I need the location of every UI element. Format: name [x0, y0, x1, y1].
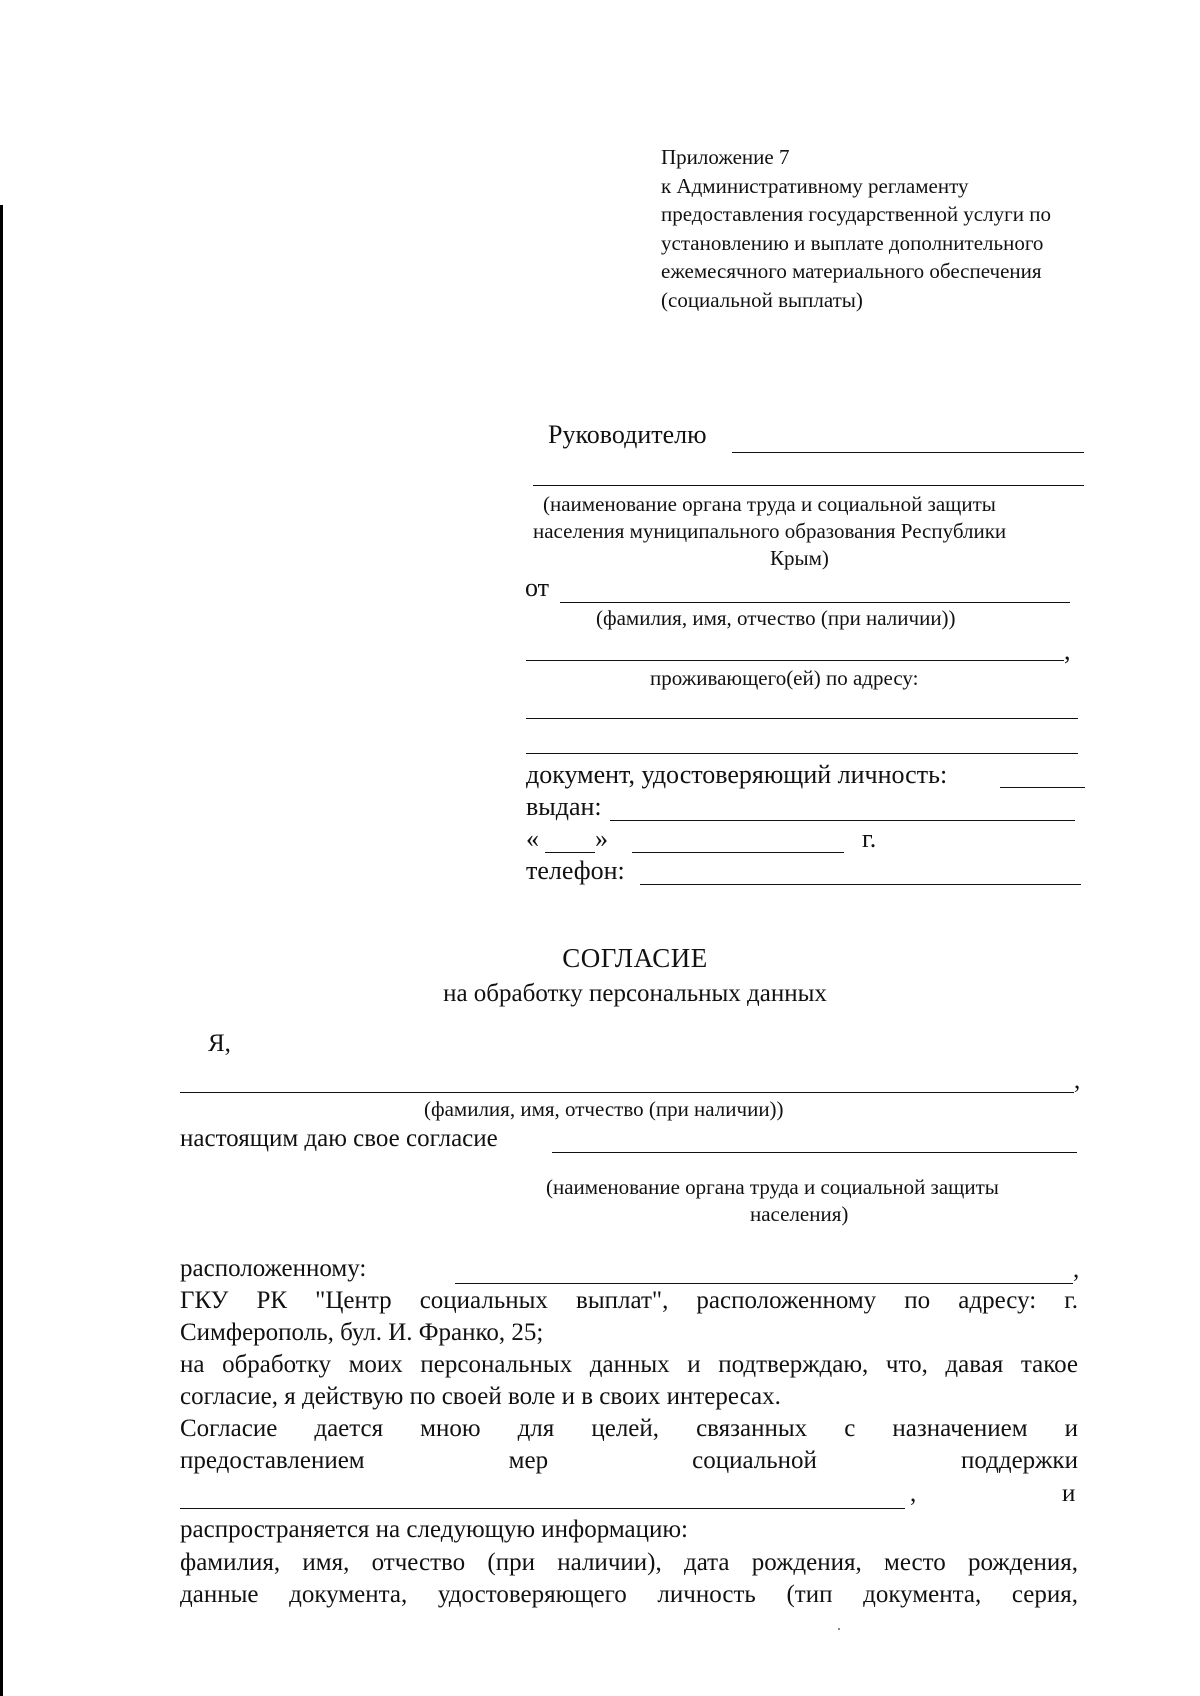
processing-line: согласие, я действую по своей воле и в своих интересах. [180, 1383, 781, 1410]
scan-speck [838, 1628, 840, 1630]
i-label: Я, [208, 1030, 231, 1057]
info-line: данные документа, удостоверяющего личность (тип документа, серия, [180, 1581, 1078, 1608]
address-field-2[interactable] [526, 753, 1078, 754]
appendix-line: установлению и выплате дополнительного [661, 230, 1044, 255]
appendix-line: Приложение 7 [661, 145, 790, 169]
located-address-field[interactable] [455, 1283, 1073, 1284]
from-label: от [525, 573, 550, 602]
date-day-field[interactable] [545, 852, 595, 853]
located-label: расположенному: [180, 1255, 367, 1282]
phone-field[interactable] [640, 884, 1081, 885]
fio-note: (фамилия, имя, отчество (при наличии)) [596, 606, 956, 630]
comma: , [1074, 1067, 1081, 1094]
document-title: СОГЛАСИЕ [562, 943, 708, 973]
scan-edge-mark [0, 218, 3, 234]
id-doc-field[interactable] [1000, 787, 1085, 788]
purpose-word: поддержки [960, 1447, 1078, 1474]
appendix-line: к Административному регламенту [661, 173, 969, 198]
from-name-field[interactable] [560, 602, 1070, 603]
consent-org-field[interactable] [552, 1152, 1077, 1153]
to-label: Руководителю [548, 420, 707, 449]
appendix-line: предоставления государственной услуги по [661, 202, 1051, 226]
org-note-line: населения муниципального образования Республики [533, 519, 1007, 543]
phone-label: телефон: [526, 856, 625, 885]
appendix-block [661, 143, 1051, 314]
appendix-line: ежемесячного материального обеспечения [661, 259, 1042, 283]
processing-line: на обработку моих персональных данных и подтверждаю, что, давая такое [180, 1351, 1078, 1378]
and-word: и [1062, 1480, 1076, 1507]
comma: , [1064, 636, 1071, 665]
info-line: фамилия, имя, отчество (при наличии), дата рождения, место рождения, [180, 1549, 1078, 1576]
fio-note: (фамилия, имя, отчество (при наличии)) [424, 1097, 784, 1121]
purpose-word: социальной [692, 1447, 817, 1474]
purpose-word: предоставлением [180, 1447, 365, 1474]
from-name-field-2[interactable] [526, 660, 1064, 661]
date-open-quote: « [526, 824, 539, 853]
issued-label: выдан: [526, 792, 602, 821]
consent-to-label: настоящим даю свое согласие [180, 1125, 498, 1152]
org-note-line: населения) [750, 1202, 849, 1226]
appendix-line: (социальной выплаты) [661, 287, 863, 312]
date-month-field[interactable] [632, 852, 844, 853]
document-subtitle: на обработку персональных данных [443, 980, 827, 1007]
org-note-line: Крым) [770, 546, 829, 570]
org-note-line: (наименование органа труда и социальной защиты [543, 492, 996, 516]
id-doc-label: документ, удостоверяющий личность: [526, 760, 948, 789]
purpose-line: Согласие дается мною для целей, связанных с назначением и [180, 1415, 1078, 1442]
applies-line: распространяется на следующую информацию: [180, 1516, 689, 1543]
address-note: проживающего(ей) по адресу: [650, 666, 919, 690]
address-field[interactable] [526, 718, 1078, 719]
fio-field[interactable] [180, 1092, 1074, 1093]
comma: , [910, 1480, 917, 1507]
support-measures-field[interactable] [180, 1508, 905, 1509]
issued-field[interactable] [610, 820, 1075, 821]
org-note-line: (наименование органа труда и социальной защиты [546, 1175, 999, 1199]
gku-line: ГКУ РК "Центр социальных выплат", расположенному по адресу: г. [180, 1287, 1078, 1314]
purpose-word: мер [508, 1447, 549, 1474]
date-close-quote: » [595, 824, 608, 853]
recipient-name-field-2[interactable] [533, 485, 1084, 486]
year-suffix: г. [862, 824, 877, 853]
gku-line: Симферополь, бул. И. Франко, 25; [180, 1319, 544, 1346]
comma: , [1073, 1256, 1080, 1283]
recipient-name-field[interactable] [732, 452, 1084, 453]
purpose-line-spread [180, 1447, 1078, 1475]
